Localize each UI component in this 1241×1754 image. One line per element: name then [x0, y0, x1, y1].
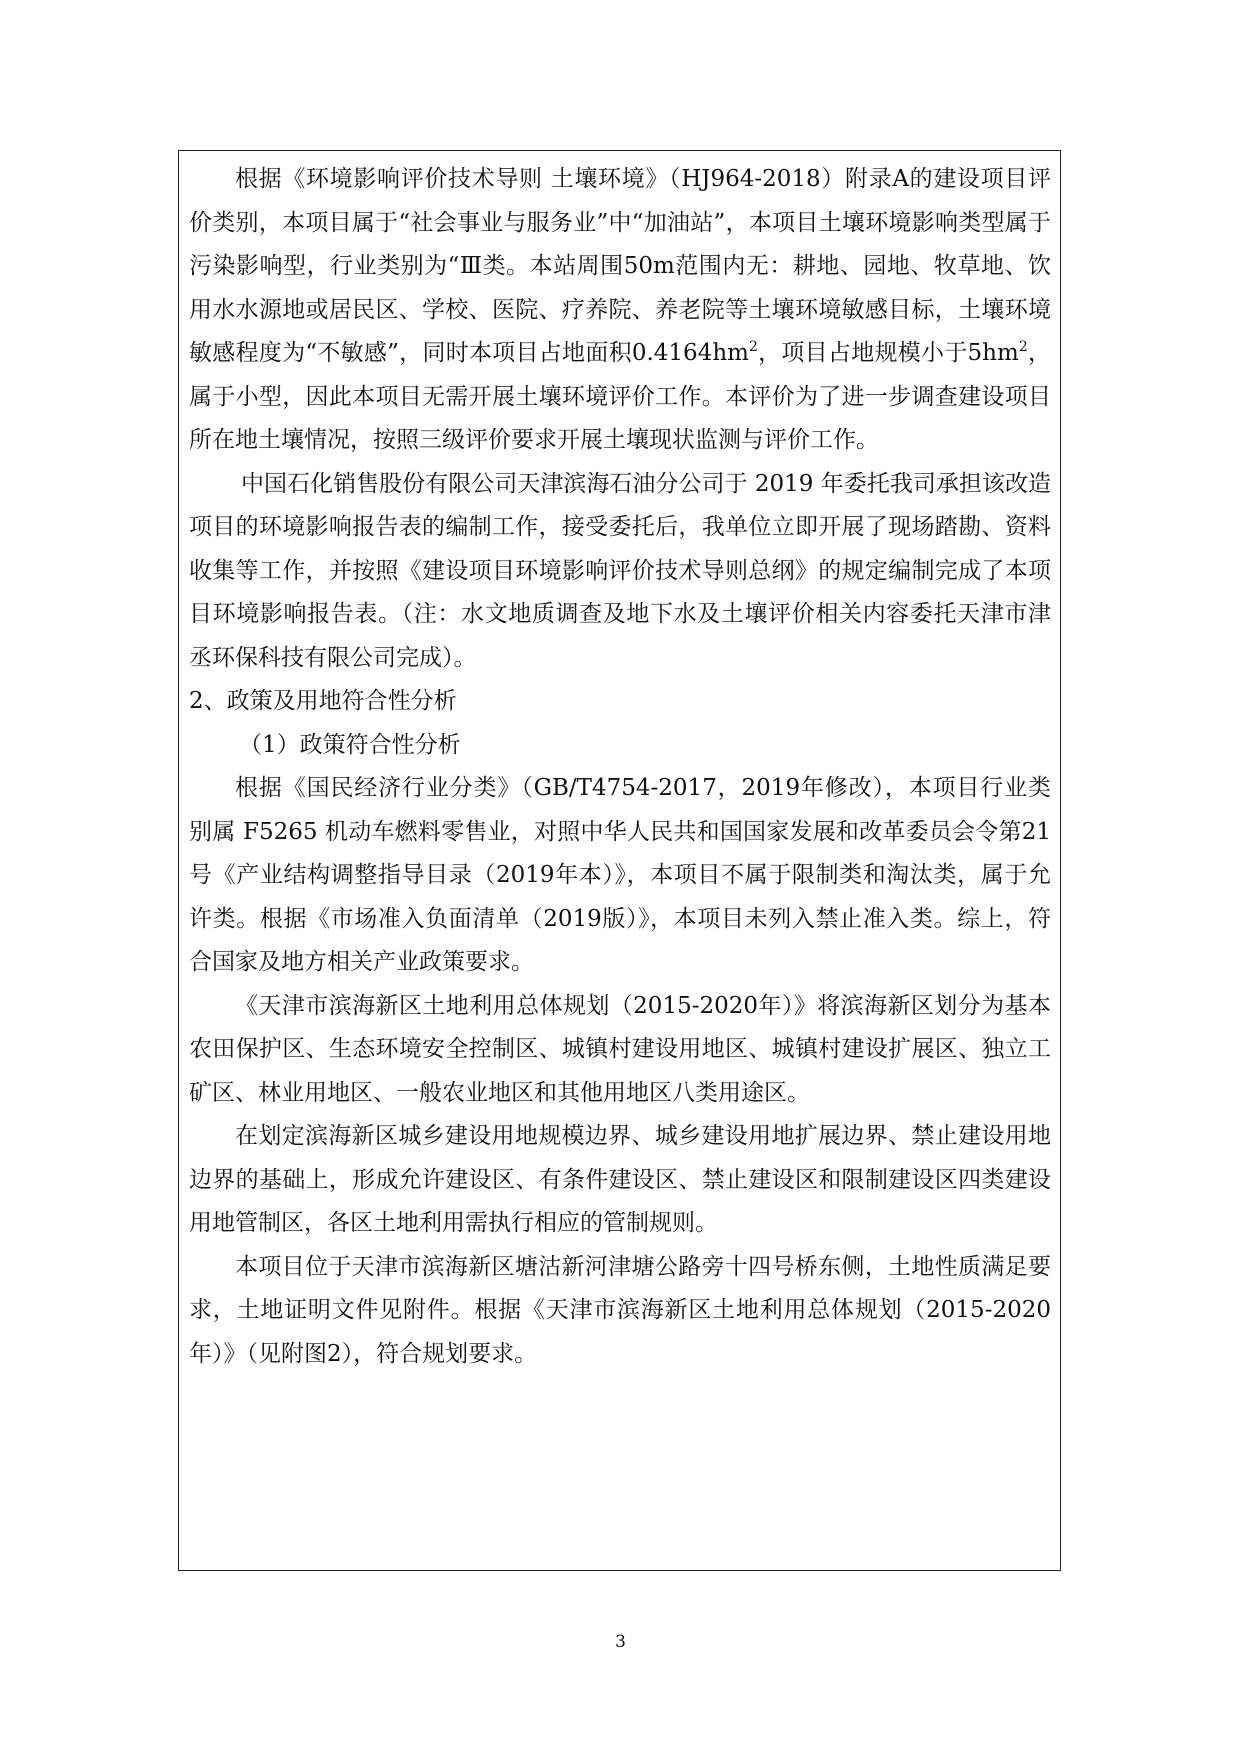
page-number: 3	[615, 1632, 626, 1652]
industry-policy-paragraph: 根据《国民经济行业分类》（GB/T4754-2017，2019年修改），本项目行业类别属 F5265 机动车燃料零售业，对照中华人民共和国国家发展和改革委员会令第21号《产业结构调整指导目录（2019年本）》，本项目不属于限制类和淘汰类，属于允许类。根据《市场准入负面清单（2019版）》，本项目未列入禁止准入类。综上，符合国家及地方相关产业政策要求。	[189, 775, 1051, 975]
subsection-heading-policy: （1）政策符合性分析	[239, 731, 461, 758]
soil-assessment-text-a: 根据《环境影响评价技术导则 土壤环境》（HJ964-2018）附录A的建设项目评价类别，本项目属于“社会事业与服务业”中“加油站”，本项目土壤环境影响类型属于污染影响型，行业类别为“Ⅲ类。本站周围50m范围内无：耕地、园地、牧草地、饮用水水源地或居民区、学校、医院、疗养院、养老院等土壤环境敏感目标，土壤环境敏感程度为“不敏感”，同时本项目占地面积0.4164hm	[189, 166, 1051, 366]
soil-assessment-text-c: ，属于小型，因此本项目无需开展土壤环境评价工作。本评价为了进一步调查建设项目所在地土壤情况，按照三级评价要求开展土壤现状监测与评价工作。	[189, 340, 1052, 453]
soil-assessment-paragraph	[189, 158, 1051, 463]
document-body	[189, 158, 1051, 1376]
control-zones-paragraph: 在划定滨海新区城乡建设用地规模边界、城乡建设用地扩展边界、禁止建设用地边界的基础上，形成允许建设区、有条件建设区、禁止建设区和限制建设区四类建设用地管制区，各区土地利用需执行相应的管制规则。	[189, 1123, 1051, 1236]
land-use-plan-paragraph: 《天津市滨海新区土地利用总体规划（2015-2020年）》将滨海新区划分为基本农田保护区、生态环境安全控制区、城镇村建设用地区、城镇村建设扩展区、独立工矿区、林业用地区、一般农业地区和其他用地区八类用途区。	[189, 992, 1051, 1106]
superscript-2: 2	[748, 339, 758, 355]
soil-assessment-text-b: ，项目占地规模小于5hm	[757, 340, 1019, 366]
superscript-2: 2	[1018, 339, 1028, 355]
commission-paragraph: 中国石化销售股份有限公司天津滨海石油分公司于 2019 年委托我司承担该改造项目的环境影响报告表的编制工作，接受委托后，我单位立即开展了现场踏勘、资料收集等工作，并按照《建设项目环境影响评价技术导则总纲》的规定编制完成了本项目环境影响报告表。（注：水文地质调查及地下水及土壤评价相关内容委托天津市津丞环保科技有限公司完成）。	[189, 470, 1051, 671]
section-heading-policy-land: 2、政策及用地符合性分析	[189, 688, 457, 714]
project-location-paragraph: 本项目位于天津市滨海新区塘沽新河津塘公路旁十四号桥东侧，土地性质满足要求，土地证明文件见附件。根据《天津市滨海新区土地利用总体规划（2015-2020年）》（见附图2），符合规划要求。	[189, 1253, 1051, 1367]
